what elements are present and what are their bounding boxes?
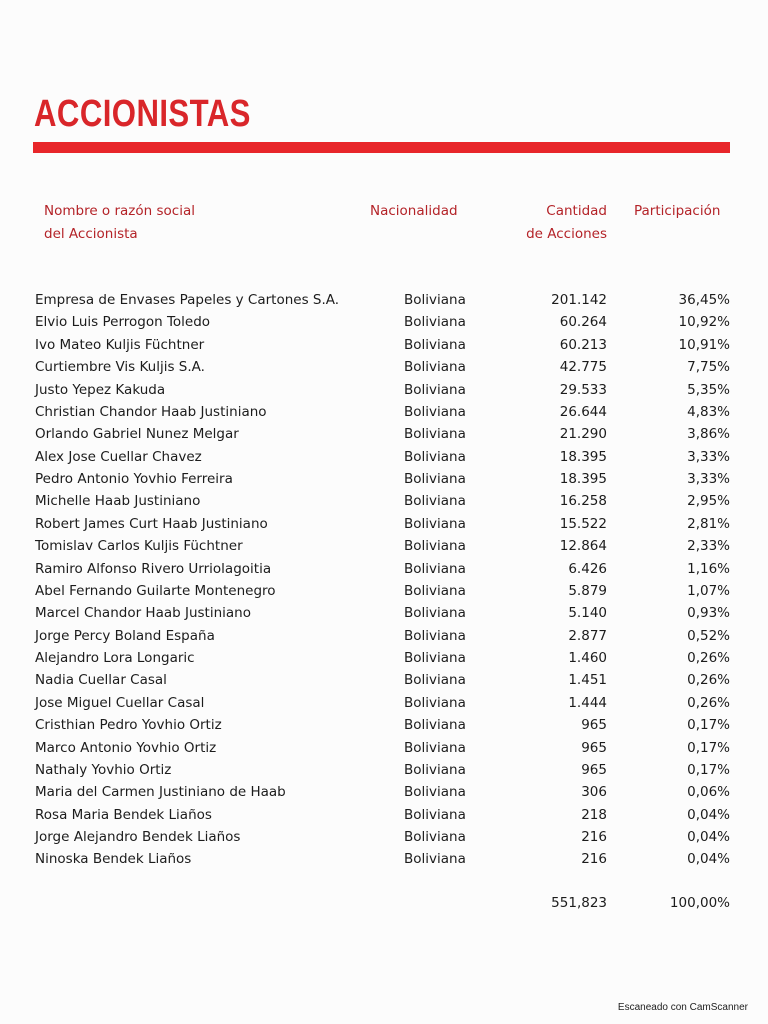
nationality-cell: Boliviana [404, 359, 466, 376]
shares-cell: 15.522 [559, 515, 607, 532]
table-row [0, 468, 768, 490]
participation-cell: 2,95% [687, 493, 730, 510]
nationality-cell: Boliviana [404, 761, 466, 778]
nationality-cell: Boliviana [404, 829, 466, 845]
shareholder-name: Rosa Maria Bendek Liaños [35, 806, 212, 823]
table-row [0, 311, 768, 333]
table-row [0, 737, 768, 759]
shareholder-name: Nadia Cuellar Casal [35, 672, 167, 689]
participation-cell: 1,16% [687, 560, 730, 577]
nationality-cell: Boliviana [404, 448, 466, 465]
column-header-quantity-line1: Cantidad [546, 203, 607, 219]
shares-cell: 218 [581, 806, 607, 823]
scanner-watermark: Escaneado con CamScanner [617, 1002, 748, 1013]
shares-cell: 18.395 [559, 448, 607, 465]
shares-cell: 965 [581, 717, 607, 734]
shares-cell: 201.142 [551, 292, 607, 308]
participation-cell: 3,33% [687, 471, 730, 487]
participation-cell: 0,26% [687, 694, 730, 711]
nationality-cell: Boliviana [404, 806, 466, 823]
table-row [0, 401, 768, 423]
nationality-cell: Boliviana [404, 538, 466, 555]
shareholder-name: Ramiro Alfonso Rivero Urriolagoitia [35, 560, 272, 577]
shareholder-name: Alejandro Lora Longaric [35, 650, 195, 666]
shares-cell: 216 [581, 851, 607, 868]
nationality-cell: Boliviana [404, 672, 466, 689]
participation-cell: 0,04% [687, 851, 730, 868]
nationality-cell: Boliviana [404, 717, 466, 734]
nationality-cell: Boliviana [404, 694, 466, 711]
shareholder-name: Maria del Carmen Justiniano de Haab [35, 784, 286, 801]
table-row [0, 379, 768, 401]
participation-cell: 0,17% [687, 717, 730, 734]
shareholder-name: Christian Chandor Haab Justiniano [35, 403, 267, 420]
shares-cell: 1.444 [568, 694, 607, 711]
shares-cell: 18.395 [559, 471, 607, 487]
shares-cell: 6.426 [568, 560, 607, 577]
column-header-name-line1: Nombre o razón social [44, 203, 195, 219]
page-title: ACCIONISTAS [34, 93, 251, 135]
table-row [0, 558, 768, 580]
shares-cell: 60.264 [559, 314, 607, 331]
total-participation: 100,00% [669, 895, 730, 911]
table-row [0, 647, 768, 669]
shareholder-name: Empresa de Envases Papeles y Cartones S.A. [35, 292, 340, 308]
shares-cell: 965 [581, 761, 607, 778]
participation-cell: 7,75% [687, 359, 730, 376]
nationality-cell: Boliviana [404, 560, 466, 577]
shareholder-name: Alex Jose Cuellar Chavez [35, 448, 202, 465]
shareholder-name: Robert James Curt Haab Justiniano [35, 515, 268, 532]
shares-cell: 5.879 [568, 582, 607, 599]
shares-cell: 12.864 [559, 538, 607, 555]
shareholder-name: Justo Yepez Kakuda [35, 381, 166, 398]
nationality-cell: Boliviana [404, 605, 466, 622]
table-row [0, 692, 768, 714]
nationality-cell: Boliviana [404, 650, 466, 666]
nationality-cell: Boliviana [404, 403, 466, 420]
shares-cell: 306 [581, 784, 607, 801]
table-row [0, 714, 768, 736]
participation-cell: 4,83% [687, 403, 730, 420]
shareholder-name: Michelle Haab Justiniano [35, 493, 201, 510]
participation-cell: 3,33% [687, 448, 730, 465]
nationality-cell: Boliviana [404, 426, 466, 443]
shareholder-name: Curtiembre Vis Kuljis S.A. [35, 359, 205, 376]
table-row [0, 490, 768, 512]
shares-cell: 26.644 [559, 403, 607, 420]
nationality-cell: Boliviana [404, 851, 466, 868]
table-row [0, 759, 768, 781]
participation-cell: 0,04% [687, 806, 730, 823]
nationality-cell: Boliviana [404, 493, 466, 510]
participation-cell: 2,33% [687, 538, 730, 555]
nationality-cell: Boliviana [404, 627, 466, 644]
table-row [0, 334, 768, 356]
table-row [0, 625, 768, 647]
participation-cell: 10,91% [678, 336, 730, 353]
shares-cell: 29.533 [559, 381, 607, 398]
participation-cell: 10,92% [678, 314, 730, 331]
column-header-participation: Participación [634, 203, 721, 219]
column-header-quantity-line2: de Acciones [526, 226, 607, 242]
nationality-cell: Boliviana [404, 471, 466, 487]
shareholder-name: Abel Fernando Guilarte Montenegro [35, 582, 276, 599]
participation-cell: 0,93% [687, 605, 730, 622]
column-header-quantity [490, 200, 607, 246]
table-row [0, 826, 768, 848]
participation-cell: 3,86% [687, 426, 730, 443]
participation-cell: 36,45% [678, 292, 730, 308]
nationality-cell: Boliviana [404, 739, 466, 756]
column-header-name-line2: del Accionista [44, 226, 138, 242]
table-row [0, 669, 768, 691]
table-row [0, 513, 768, 535]
shareholder-name: Nathaly Yovhio Ortiz [35, 761, 172, 778]
nationality-cell: Boliviana [404, 582, 466, 599]
table-row [0, 602, 768, 624]
nationality-cell: Boliviana [404, 381, 466, 398]
shares-cell: 216 [581, 829, 607, 845]
title-divider [33, 142, 730, 153]
nationality-cell: Boliviana [404, 515, 466, 532]
nationality-cell: Boliviana [404, 314, 466, 331]
shares-cell: 16.258 [559, 493, 607, 510]
table-row [0, 535, 768, 557]
participation-cell: 0,17% [687, 761, 730, 778]
shares-cell: 1.460 [568, 650, 607, 666]
participation-cell: 0,26% [687, 672, 730, 689]
table-row [0, 804, 768, 826]
shares-cell: 1.451 [568, 672, 607, 689]
nationality-cell: Boliviana [404, 292, 466, 308]
participation-cell: 0,17% [687, 739, 730, 756]
shareholder-name: Elvio Luis Perrogon Toledo [35, 314, 211, 331]
participation-cell: 0,04% [687, 829, 730, 845]
shareholder-name: Jose Miguel Cuellar Casal [35, 694, 205, 711]
shares-cell: 60.213 [559, 336, 607, 353]
shareholder-name: Tomislav Carlos Kuljis Füchtner [35, 538, 243, 555]
shareholder-name: Jorge Alejandro Bendek Liaños [35, 829, 241, 845]
table-row [0, 446, 768, 468]
shareholder-name: Orlando Gabriel Nunez Melgar [35, 426, 239, 443]
shares-cell: 21.290 [559, 426, 607, 443]
shareholder-name: Cristhian Pedro Yovhio Ortiz [35, 717, 222, 734]
shares-cell: 42.775 [559, 359, 607, 376]
participation-cell: 0,26% [687, 650, 730, 666]
nationality-cell: Boliviana [404, 336, 466, 353]
participation-cell: 1,07% [687, 582, 730, 599]
table-row [0, 356, 768, 378]
shareholder-table [0, 289, 768, 871]
total-shares: 551,823 [551, 895, 607, 911]
column-header-nationality: Nacionalidad [370, 203, 458, 219]
table-row [0, 580, 768, 602]
shares-cell: 2.877 [568, 627, 607, 644]
participation-cell: 0,52% [687, 627, 730, 644]
shares-cell: 5.140 [568, 605, 607, 622]
column-header-name [44, 200, 195, 246]
participation-cell: 2,81% [687, 515, 730, 532]
participation-cell: 5,35% [687, 381, 730, 398]
table-row [0, 848, 768, 870]
shareholder-name: Jorge Percy Boland España [35, 627, 215, 644]
shareholder-name: Pedro Antonio Yovhio Ferreira [35, 471, 233, 487]
shareholder-name: Ninoska Bendek Liaños [35, 851, 192, 868]
table-row [0, 289, 768, 311]
shareholder-name: Marco Antonio Yovhio Ortiz [35, 739, 217, 756]
table-row [0, 781, 768, 803]
shares-cell: 965 [581, 739, 607, 756]
shareholder-name: Marcel Chandor Haab Justiniano [35, 605, 251, 622]
table-row [0, 423, 768, 445]
participation-cell: 0,06% [687, 784, 730, 801]
nationality-cell: Boliviana [404, 784, 466, 801]
shareholder-name: Ivo Mateo Kuljis Füchtner [35, 336, 205, 353]
